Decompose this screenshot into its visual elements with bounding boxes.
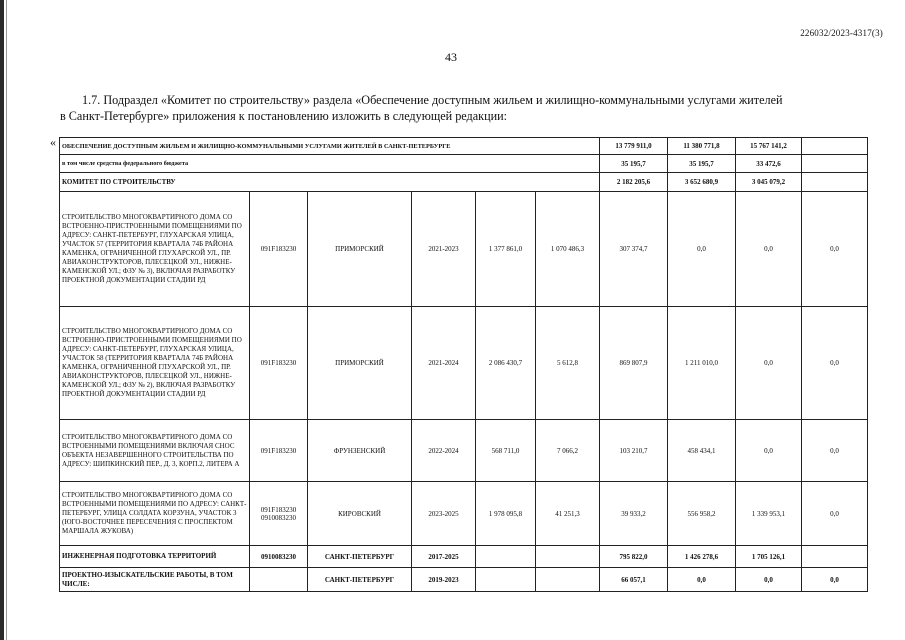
federal-2023: 35 195,7: [600, 155, 668, 173]
section-2026: [802, 138, 868, 155]
budget-table: [59, 137, 868, 592]
object-name: СТРОИТЕЛЬСТВО МНОГОКВАРТИРНОГО ДОМА СО ВСТРОЕННО-ПРИСТРОЕННЫМИ ПОМЕЩЕНИЯМИ ПО АДРЕСУ: САНКТ-ПЕТЕРБУРГ, ГЛУХАРСКАЯ УЛИЦА, УЧАСТОК 58 (ТЕРРИТОРИЯ КВАРТАЛА 74Б РАЙОНА КАМЕНКА, ОГРАНИЧЕННОЙ ГЛУХАРСКОЙ УЛ., ПР. АВИАКОНСТРУКТОРОВ, ПЛЕСЕЦКОЙ УЛ., НИЖНЕ-КАМЕНСКОЙ УЛ.; ФЗУ № 2), ВКЛЮЧАЯ РАЗРАБОТКУ ПРОЕКТНОЙ ДОКУМЕНТАЦИИ СТАДИИ РД: [60, 307, 250, 420]
object-cost: 1 377 861,0: [476, 192, 536, 307]
engineering-cost: [476, 546, 536, 568]
committee-2023: 2 182 205,6: [600, 173, 668, 192]
section-2024: 11 380 771,8: [668, 138, 736, 155]
object-cost: 2 086 430,7: [476, 307, 536, 420]
table-row: [60, 420, 868, 482]
object-cost: 1 978 095,8: [476, 482, 536, 546]
engineering-2024: 1 426 278,6: [668, 546, 736, 568]
table-row: [60, 307, 868, 420]
intro-line-2: в Санкт-Петербурге» приложения к постановлению изложить в следующей редакции:: [60, 109, 508, 123]
object-before: 7 066,2: [536, 420, 600, 482]
engineering-2025: 1 705 126,1: [736, 546, 802, 568]
object-district: ПРИМОРСКИЙ: [308, 192, 412, 307]
object-district: КИРОВСКИЙ: [308, 482, 412, 546]
engineering-code: 0910083230: [250, 546, 308, 568]
survey-2026: 0,0: [802, 568, 868, 592]
object-period: 2023-2025: [412, 482, 476, 546]
object-before: 1 070 486,3: [536, 192, 600, 307]
engineering-name: ИНЖЕНЕРНАЯ ПОДГОТОВКА ТЕРРИТОРИЙ: [60, 546, 250, 568]
federal-2026: [802, 155, 868, 173]
table-row: [60, 482, 868, 546]
object-2025: 0,0: [736, 420, 802, 482]
object-district: ФРУНЗЕНСКИЙ: [308, 420, 412, 482]
object-2025: 0,0: [736, 307, 802, 420]
committee-name: КОМИТЕТ ПО СТРОИТЕЛЬСТВУ: [60, 173, 600, 192]
federal-name: в том числе средства федерального бюджета: [60, 155, 600, 173]
section-2025: 15 767 141,2: [736, 138, 802, 155]
object-name: СТРОИТЕЛЬСТВО МНОГОКВАРТИРНОГО ДОМА СО ВСТРОЕННО-ПРИСТРОЕННЫМИ ПОМЕЩЕНИЯМИ ПО АДРЕСУ: САНКТ-ПЕТЕРБУРГ, ГЛУХАРСКАЯ УЛИЦА, УЧАСТОК 57 (ТЕРРИТОРИЯ КВАРТАЛА 74Б РАЙОНА КАМЕНКА, ОГРАНИЧЕННОЙ ГЛУХАРСКОЙ УЛ., ПР. АВИАКОНСТРУКТОРОВ, ПЛЕСЕЦКОЙ УЛ., НИЖНЕ-КАМЕНСКОЙ УЛ.; ФЗУ № 3), ВКЛЮЧАЯ РАЗРАБОТКУ ПРОЕКТНОЙ ДОКУМЕНТАЦИИ СТАДИИ РД: [60, 192, 250, 307]
object-2024: 458 434,1: [668, 420, 736, 482]
survey-district: САНКТ-ПЕТЕРБУРГ: [308, 568, 412, 592]
object-code: 091F183230: [250, 420, 308, 482]
object-2024: 1 211 010,0: [668, 307, 736, 420]
survey-period: 2019-2023: [412, 568, 476, 592]
object-2023: 103 210,7: [600, 420, 668, 482]
object-2026: 0,0: [802, 307, 868, 420]
engineering-2023: 795 822,0: [600, 546, 668, 568]
engineering-district: САНКТ-ПЕТЕРБУРГ: [308, 546, 412, 568]
survey-name: ПРОЕКТНО-ИЗЫСКАТЕЛЬСКИЕ РАБОТЫ, В ТОМ ЧИСЛЕ:: [60, 568, 250, 592]
object-before: 5 612,8: [536, 307, 600, 420]
object-2026: 0,0: [802, 192, 868, 307]
object-2025: 0,0: [736, 192, 802, 307]
document-number: 226032/2023-4317(3): [800, 28, 883, 38]
committee-2025: 3 045 079,2: [736, 173, 802, 192]
table-row: [60, 192, 868, 307]
survey-cost: [476, 568, 536, 592]
scan-left-edge: [0, 0, 4, 640]
object-2023: 869 807,9: [600, 307, 668, 420]
federal-2024: 35 195,7: [668, 155, 736, 173]
survey-row: [60, 568, 868, 592]
object-2023: 39 933,2: [600, 482, 668, 546]
engineering-2026: [802, 546, 868, 568]
survey-code: [250, 568, 308, 592]
committee-2024: 3 652 680,9: [668, 173, 736, 192]
federal-budget-row: [60, 155, 868, 173]
object-name: СТРОИТЕЛЬСТВО МНОГОКВАРТИРНОГО ДОМА СО ВСТРОЕННЫМИ ПОМЕЩЕНИЯМИ ВКЛЮЧАЯ СНОС ОБЪЕКТА НЕЗАВЕРШЕННОГО СТРОИТЕЛЬСТВА ПО АДРЕСУ: ШИПКИНСКИЙ ПЕР., Д. 3, КОРП.2, ЛИТЕРА А: [60, 420, 250, 482]
object-2026: 0,0: [802, 420, 868, 482]
engineering-period: 2017-2025: [412, 546, 476, 568]
object-2023: 307 374,7: [600, 192, 668, 307]
object-district: ПРИМОРСКИЙ: [308, 307, 412, 420]
object-2024: 0,0: [668, 192, 736, 307]
survey-2024: 0,0: [668, 568, 736, 592]
object-code: 091F183230: [250, 307, 308, 420]
section-2023: 13 779 911,0: [600, 138, 668, 155]
object-name: СТРОИТЕЛЬСТВО МНОГОКВАРТИРНОГО ДОМА СО ВСТРОЕННЫМИ ПОМЕЩЕНИЯМИ ПО АДРЕСУ: САНКТ-ПЕТЕРБУРГ, УЛИЦА СОЛДАТА КОРЗУНА, УЧАСТОК 3 (ЮГО-ВОСТОЧНЕЕ ПЕРЕСЕЧЕНИЯ С ПРОСПЕКТОМ МАРШАЛА ЖУКОВА): [60, 482, 250, 546]
survey-2025: 0,0: [736, 568, 802, 592]
survey-2023: 66 057,1: [600, 568, 668, 592]
scan-left-edge-line: [6, 0, 7, 640]
object-period: 2021-2023: [412, 192, 476, 307]
object-2024: 556 958,2: [668, 482, 736, 546]
survey-before: [536, 568, 600, 592]
intro-line-1: 1.7. Подраздел «Комитет по строительству» раздела «Обеспечение доступным жильем и жилищно-коммунальными услугами жителей: [82, 93, 783, 107]
engineering-before: [536, 546, 600, 568]
object-before: 41 251,3: [536, 482, 600, 546]
intro-paragraph: [60, 92, 840, 124]
page-number: 43: [445, 50, 457, 64]
engineering-row: [60, 546, 868, 568]
committee-2026: [802, 173, 868, 192]
object-cost: 568 711,0: [476, 420, 536, 482]
object-2026: 0,0: [802, 482, 868, 546]
object-2025: 1 339 953,1: [736, 482, 802, 546]
committee-row: [60, 173, 868, 192]
object-period: 2022-2024: [412, 420, 476, 482]
opening-quote-mark: «: [50, 135, 56, 149]
section-total-row: [60, 138, 868, 155]
object-period: 2021-2024: [412, 307, 476, 420]
object-code: 091F183230: [250, 192, 308, 307]
federal-2025: 33 472,6: [736, 155, 802, 173]
object-code: 091F183230 0910083230: [250, 482, 308, 546]
section-name: ОБЕСПЕЧЕНИЕ ДОСТУПНЫМ ЖИЛЬЕМ И ЖИЛИЩНО-КОММУНАЛЬНЫМИ УСЛУГАМИ ЖИТЕЛЕЙ В САНКТ-ПЕТЕРБУРГЕ: [60, 138, 600, 155]
